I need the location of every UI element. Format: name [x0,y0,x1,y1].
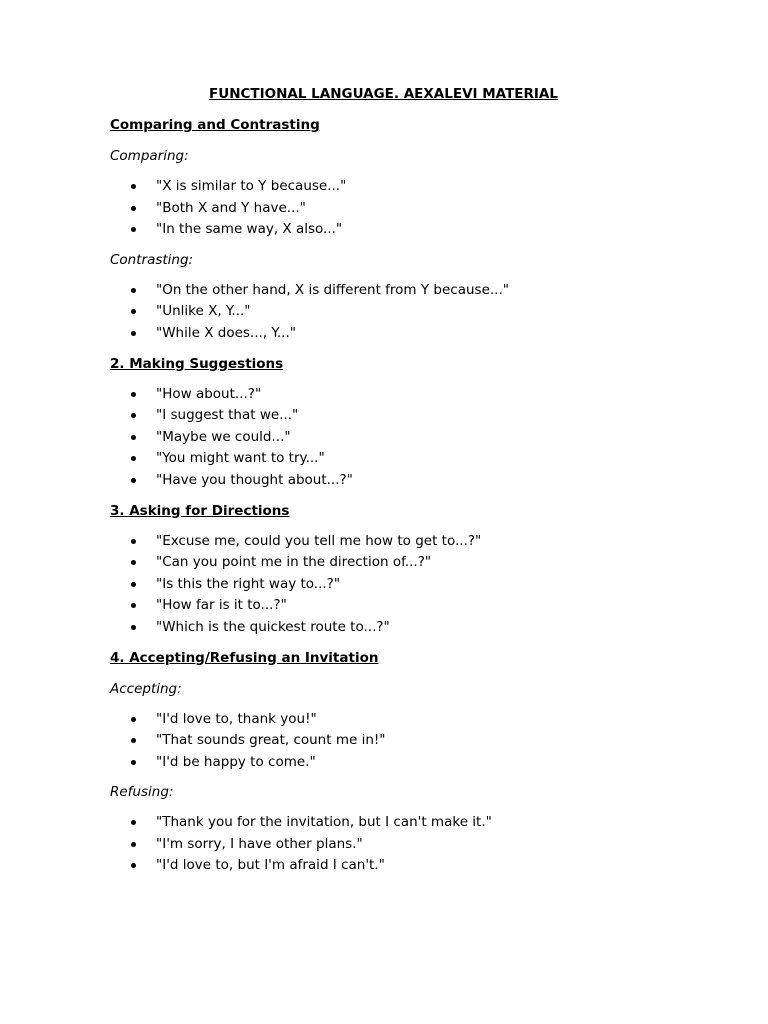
list-item [110,709,670,731]
bullet-icon [131,478,136,483]
bullet-icon [131,717,136,722]
bullet-icon [131,539,136,544]
subheading-comparing: Comparing: [110,148,189,164]
document-title: FUNCTIONAL LANGUAGE. AEXALEVI MATERIAL [209,86,558,102]
refusing-list [110,812,670,877]
list-item [110,855,670,877]
subheading-accepting: Accepting: [110,680,182,697]
list-item-text: "How about...?" [156,385,262,402]
list-item-text: "Can you point me in the direction of...?" [156,554,432,571]
list-item-text: "Which is the quickest route to...?" [156,618,390,635]
list-item [110,176,670,198]
list-item-text: "Excuse me, could you tell me how to get to...?" [156,532,482,549]
list-item [110,384,670,406]
list-item [110,617,670,639]
list-item-text: "I'd be happy to come." [156,753,316,770]
bullet-icon [131,184,136,189]
directions-list [110,531,670,639]
bullet-icon [131,227,136,232]
bullet-icon [131,625,136,630]
bullet-icon [131,435,136,440]
list-item-text: "Have you thought about...?" [156,471,353,488]
list-item [110,812,670,834]
list-item [110,574,670,596]
list-item-text: "I'd love to, but I'm afraid I can't." [156,857,385,874]
list-item-text: "You might want to try..." [156,450,325,467]
bullet-icon [131,288,136,293]
list-item [110,301,670,323]
document-page [110,83,670,885]
list-item [110,595,670,617]
list-item [110,427,670,449]
list-item-text: "Maybe we could..." [156,428,291,445]
subheading-refusing: Refusing: [110,784,174,801]
list-item [110,323,670,345]
list-item [110,470,670,492]
bullet-icon [131,456,136,461]
contrasting-list [110,280,670,345]
bullet-icon [131,206,136,211]
list-item-text: "Unlike X, Y..." [156,303,251,320]
subheading-contrasting: Contrasting: [110,251,194,268]
list-item [110,531,670,553]
bullet-icon [131,392,136,397]
bullet-icon [131,863,136,868]
list-item-text: "I'd love to, thank you!" [156,710,317,727]
list-item-text: "On the other hand, X is different from Y because..." [156,281,509,298]
section-heading-comparing-contrasting: Comparing and Contrasting [110,117,320,133]
bullet-icon [131,331,136,336]
list-item-text: "Both X and Y have..." [156,199,306,216]
bullet-icon [131,582,136,587]
list-item [110,448,670,470]
section-heading-asking-directions: 3. Asking for Directions [110,502,290,519]
list-item-text: "Thank you for the invitation, but I can't make it." [156,814,492,831]
section-heading-making-suggestions: 2. Making Suggestions [110,355,284,372]
suggestions-list [110,384,670,492]
list-item-text: "X is similar to Y because..." [156,178,347,194]
bullet-icon [131,842,136,847]
list-item [110,752,670,774]
list-item [110,834,670,856]
bullet-icon [131,760,136,765]
list-item [110,219,670,241]
list-item [110,198,670,220]
list-item [110,730,670,752]
list-item [110,405,670,427]
list-item-text: "How far is it to...?" [156,597,287,614]
comparing-list [110,176,670,241]
list-item-text: "I suggest that we..." [156,407,299,424]
list-item-text: "That sounds great, count me in!" [156,732,386,749]
bullet-icon [131,820,136,825]
list-item-text: "In the same way, X also..." [156,221,343,238]
list-item-text: "I'm sorry, I have other plans." [156,835,363,852]
accepting-list [110,709,670,774]
list-item-text: "Is this the right way to...?" [156,575,341,592]
list-item [110,552,670,574]
list-item [110,280,670,302]
bullet-icon [131,560,136,565]
list-item-text: "While X does..., Y..." [156,324,296,341]
bullet-icon [131,603,136,608]
bullet-icon [131,413,136,418]
bullet-icon [131,309,136,314]
bullet-icon [131,738,136,743]
section-heading-accepting-refusing: 4. Accepting/Refusing an Invitation [110,649,379,666]
